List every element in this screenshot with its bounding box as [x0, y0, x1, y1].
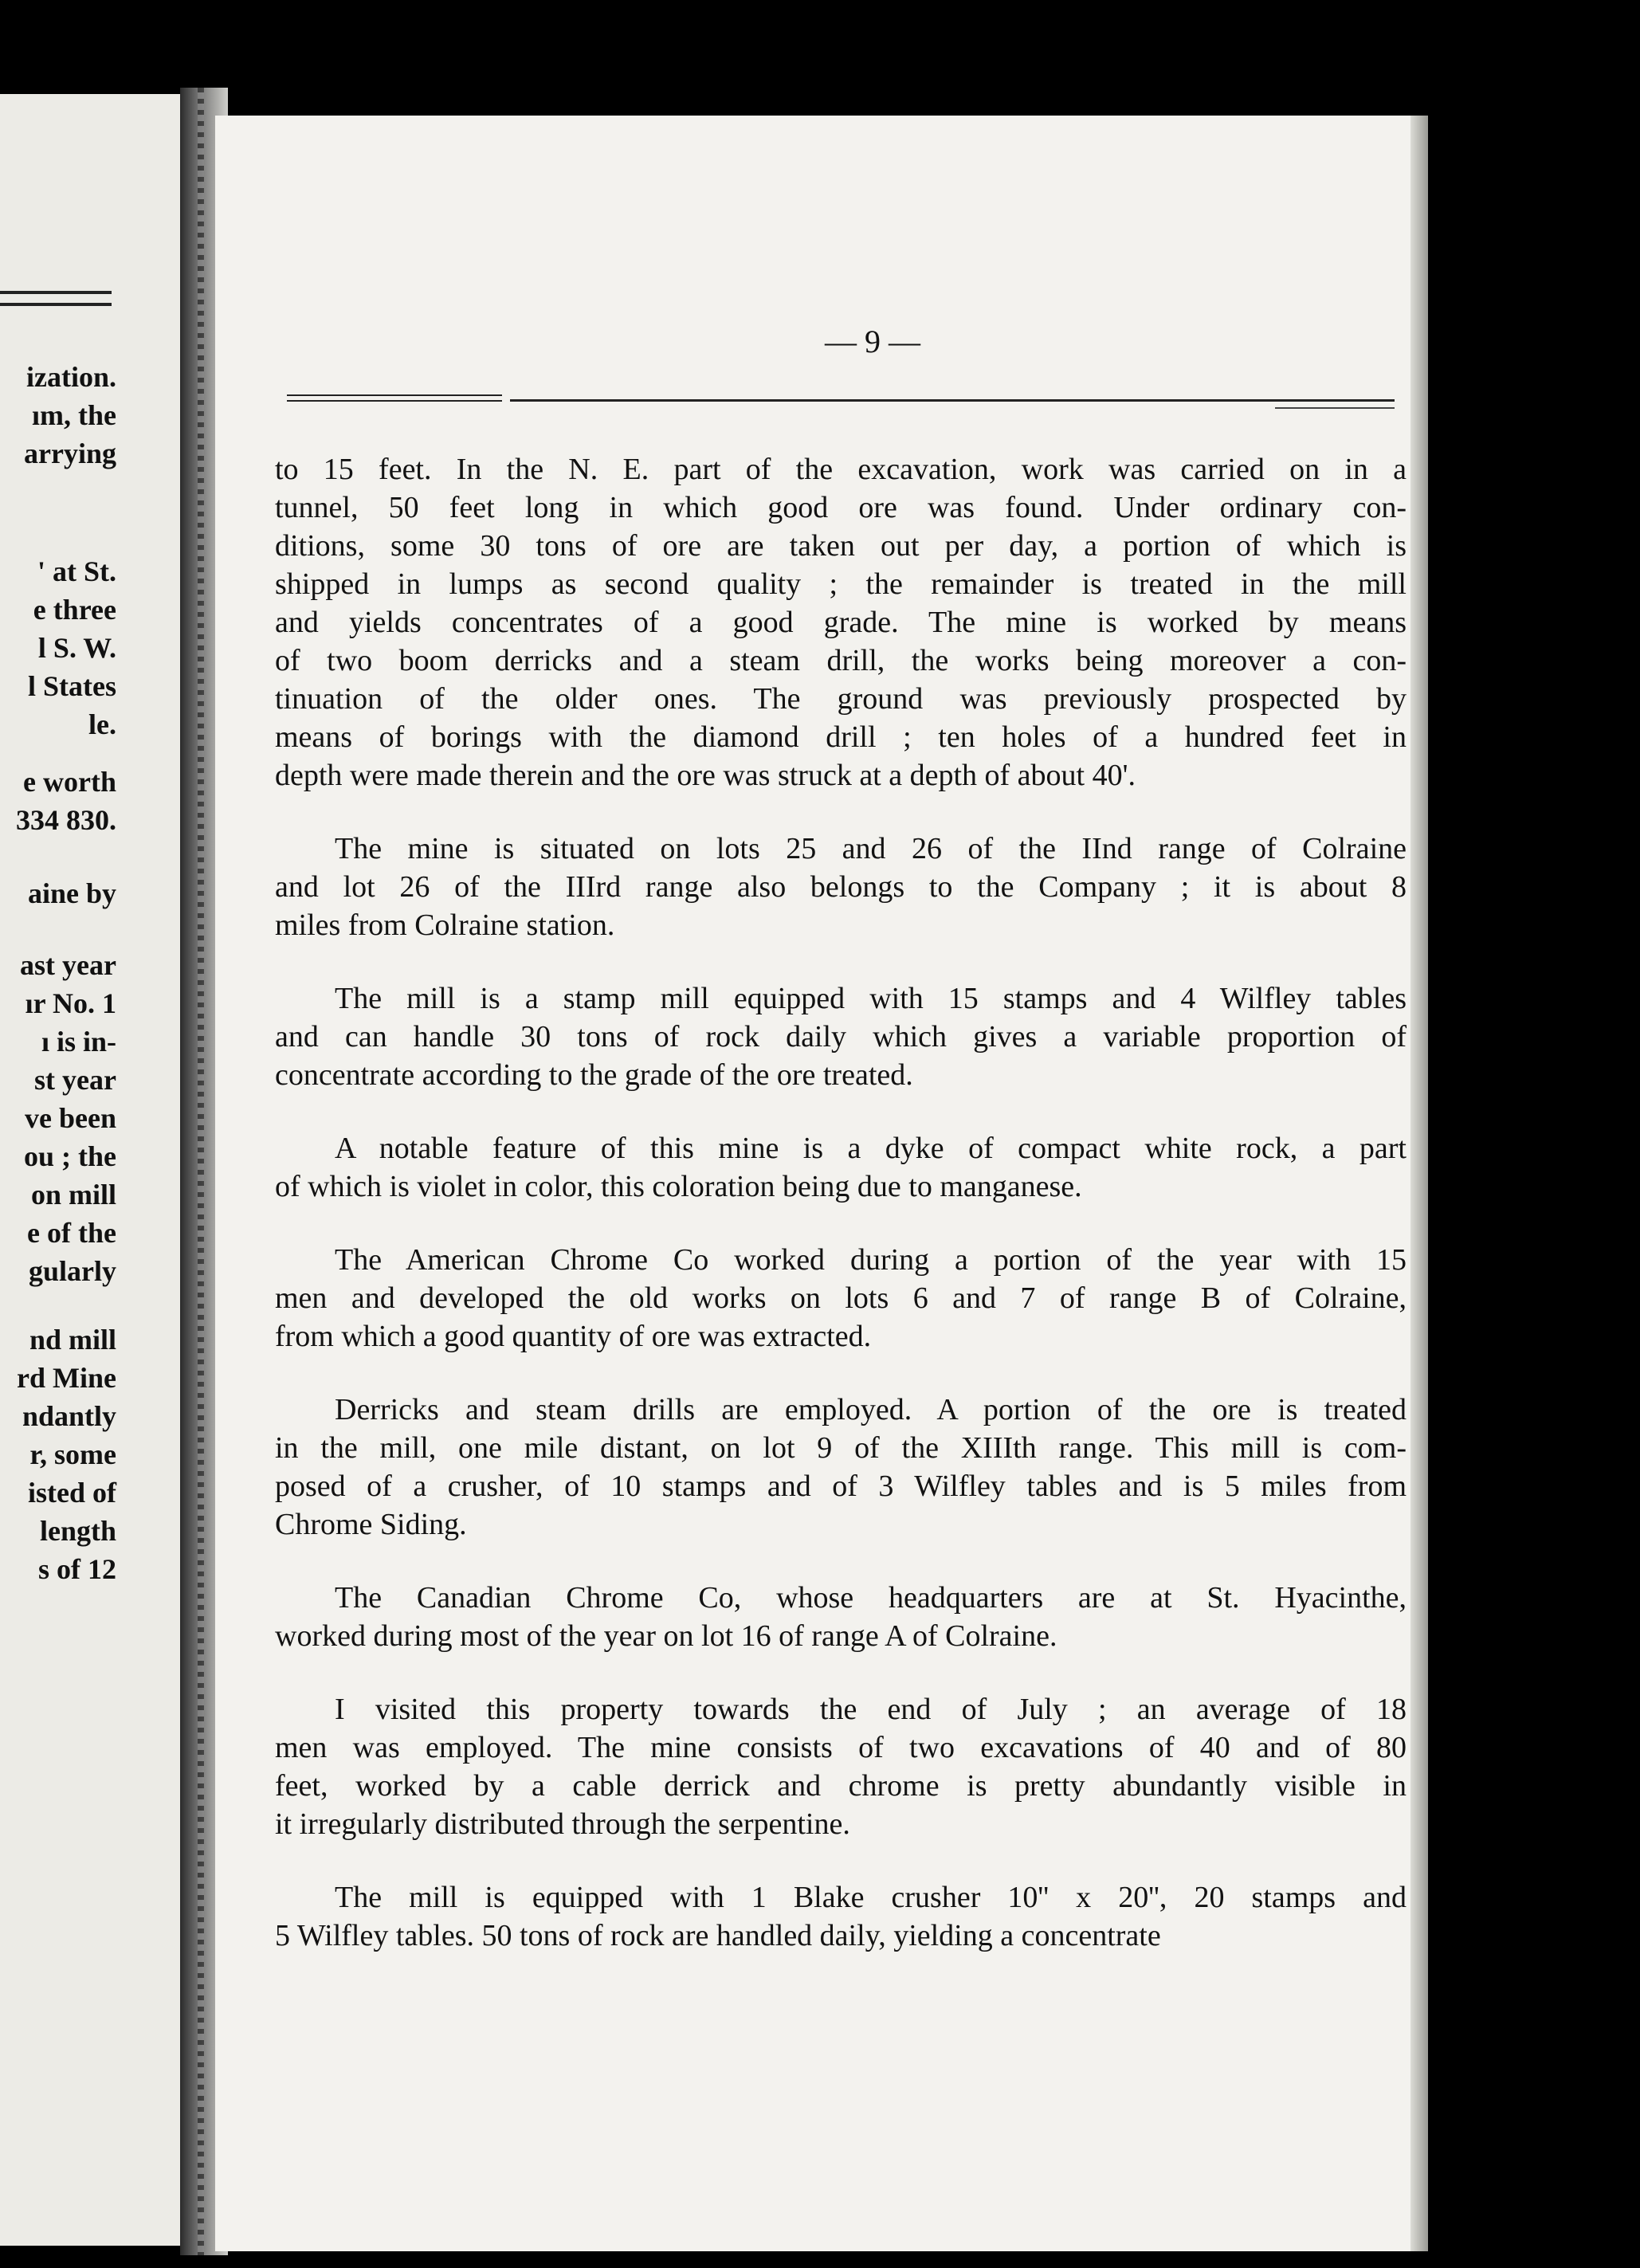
fragment-line: s of 12: [38, 1553, 116, 1585]
text-line: in the mill, one mile distant, on lot 9 of the XIIIth range. This mill is com-: [275, 1431, 1407, 1465]
paragraph: [275, 979, 1407, 1094]
text-line: men was employed. The mine consists of two excavations of 40 and of 80: [275, 1731, 1407, 1764]
paragraph: [275, 1391, 1407, 1544]
text-line: of two boom derricks and a steam drill, the works being moreover a con-: [275, 644, 1407, 677]
paragraph: [275, 830, 1407, 944]
text-line: to 15 feet. In the N. E. part of the excavation, work was carried on in a: [275, 453, 1407, 486]
fragment-rule: [0, 303, 112, 306]
body-text: [275, 450, 1407, 1990]
header-rule: [510, 399, 1395, 402]
fragment-line: arrying: [24, 438, 116, 469]
text-line: posed of a crusher, of 10 stamps and of 3 Wilfley tables and is 5 miles from: [275, 1469, 1407, 1503]
text-line: ditions, some 30 tons of ore are taken out per day, a portion of which is: [275, 529, 1407, 563]
fragment-line: e three: [33, 594, 116, 626]
fragment-line: nd mill: [29, 1324, 116, 1356]
text-line: feet, worked by a cable derrick and chrome is pretty abundantly visible in: [275, 1769, 1407, 1803]
fragment-line: ' at St.: [37, 555, 116, 587]
fragment-line: ım, the: [32, 399, 116, 431]
text-line: The Canadian Chrome Co, whose headquarters are at St. Hyacinthe,: [335, 1581, 1407, 1615]
text-line: The mill is a stamp mill equipped with 15 stamps and 4 Wilfley tables: [335, 982, 1407, 1015]
text-line: The American Chrome Co worked during a portion of the year with 15: [335, 1243, 1407, 1277]
text-line: 5 Wilfley tables. 50 tons of rock are handled daily, yielding a concentrate: [275, 1919, 1161, 1952]
fragment-line: le.: [88, 708, 116, 740]
previous-page-fragment: [0, 94, 180, 2246]
text-line: tinuation of the older ones. The ground was previously prospected by: [275, 682, 1407, 716]
page-number: — 9 —: [825, 324, 920, 359]
fragment-line: ou ; the: [24, 1140, 116, 1172]
fragment-line: length: [39, 1515, 116, 1547]
text-line: means of borings with the diamond drill ; ten holes of a hundred feet in: [275, 720, 1407, 754]
fragment-line: rd Mine: [17, 1362, 116, 1394]
fragment-line: e of the: [27, 1217, 116, 1249]
fragment-line: ır No. 1: [25, 987, 116, 1019]
text-line: it irregularly distributed through the serpentine.: [275, 1807, 850, 1841]
text-line: A notable feature of this mine is a dyke of compact white rock, a part: [335, 1132, 1407, 1165]
paragraph: [275, 1579, 1407, 1655]
fragment-line: isted of: [28, 1477, 116, 1509]
fragment-line: aine by: [27, 877, 116, 909]
text-line: worked during most of the year on lot 16 of range A of Colraine.: [275, 1619, 1057, 1653]
fragment-line: l S. W.: [37, 632, 116, 664]
text-line: men and developed the old works on lots 6 and 7 of range B of Colraine,: [275, 1281, 1407, 1315]
fragment-line: gularly: [28, 1255, 116, 1287]
text-line: Chrome Siding.: [275, 1508, 467, 1541]
fragment-rule: [0, 291, 112, 294]
text-line: Derricks and steam drills are employed. A portion of the ore is treated: [335, 1393, 1407, 1426]
fragment-line: on mill: [30, 1179, 116, 1211]
fragment-line: r, some: [29, 1438, 116, 1470]
text-line: shipped in lumps as second quality ; the remainder is treated in the mill: [275, 567, 1407, 601]
text-line: of which is violet in color, this coloration being due to manganese.: [275, 1170, 1082, 1203]
paragraph: [275, 1129, 1407, 1206]
text-line: concentrate according to the grade of the ore treated.: [275, 1058, 913, 1092]
fragment-line: l States: [28, 670, 116, 702]
header-rule: [1275, 407, 1395, 409]
fragment-line: ization.: [26, 361, 116, 393]
text-line: I visited this property towards the end of July ; an average of 18: [335, 1693, 1407, 1726]
text-line: from which a good quantity of ore was extracted.: [275, 1320, 872, 1353]
page-edge: [1410, 116, 1428, 2251]
text-line: The mill is equipped with 1 Blake crusher 10'' x 20'', 20 stamps and: [335, 1881, 1407, 1914]
text-line: depth were made therein and the ore was struck at a depth of about 40'.: [275, 759, 1136, 792]
text-line: The mine is situated on lots 25 and 26 of the IInd range of Colraine: [335, 832, 1407, 865]
paragraph: [275, 450, 1407, 795]
text-line: and can handle 30 tons of rock daily which gives a variable proportion of: [275, 1020, 1407, 1054]
text-line: and yields concentrates of a good grade. The mine is worked by means: [275, 606, 1407, 639]
paragraph: [275, 1241, 1407, 1356]
paragraph: [275, 1690, 1407, 1843]
fragment-line: ast year: [20, 949, 116, 981]
fragment-line: ı is in-: [41, 1026, 116, 1057]
fragment-line: 334 830.: [16, 804, 116, 836]
fragment-line: ndantly: [22, 1400, 116, 1432]
fragment-line: st year: [34, 1064, 116, 1096]
text-line: tunnel, 50 feet long in which good ore was found. Under ordinary con-: [275, 491, 1407, 524]
text-line: miles from Colraine station.: [275, 908, 615, 942]
document-page: [215, 116, 1418, 2251]
header-rule: [287, 394, 502, 402]
paragraph: [275, 1878, 1407, 1955]
fragment-line: e worth: [23, 766, 116, 798]
text-line: and lot 26 of the IIIrd range also belongs to the Company ; it is about 8: [275, 870, 1407, 904]
fragment-line: ve been: [25, 1102, 116, 1134]
